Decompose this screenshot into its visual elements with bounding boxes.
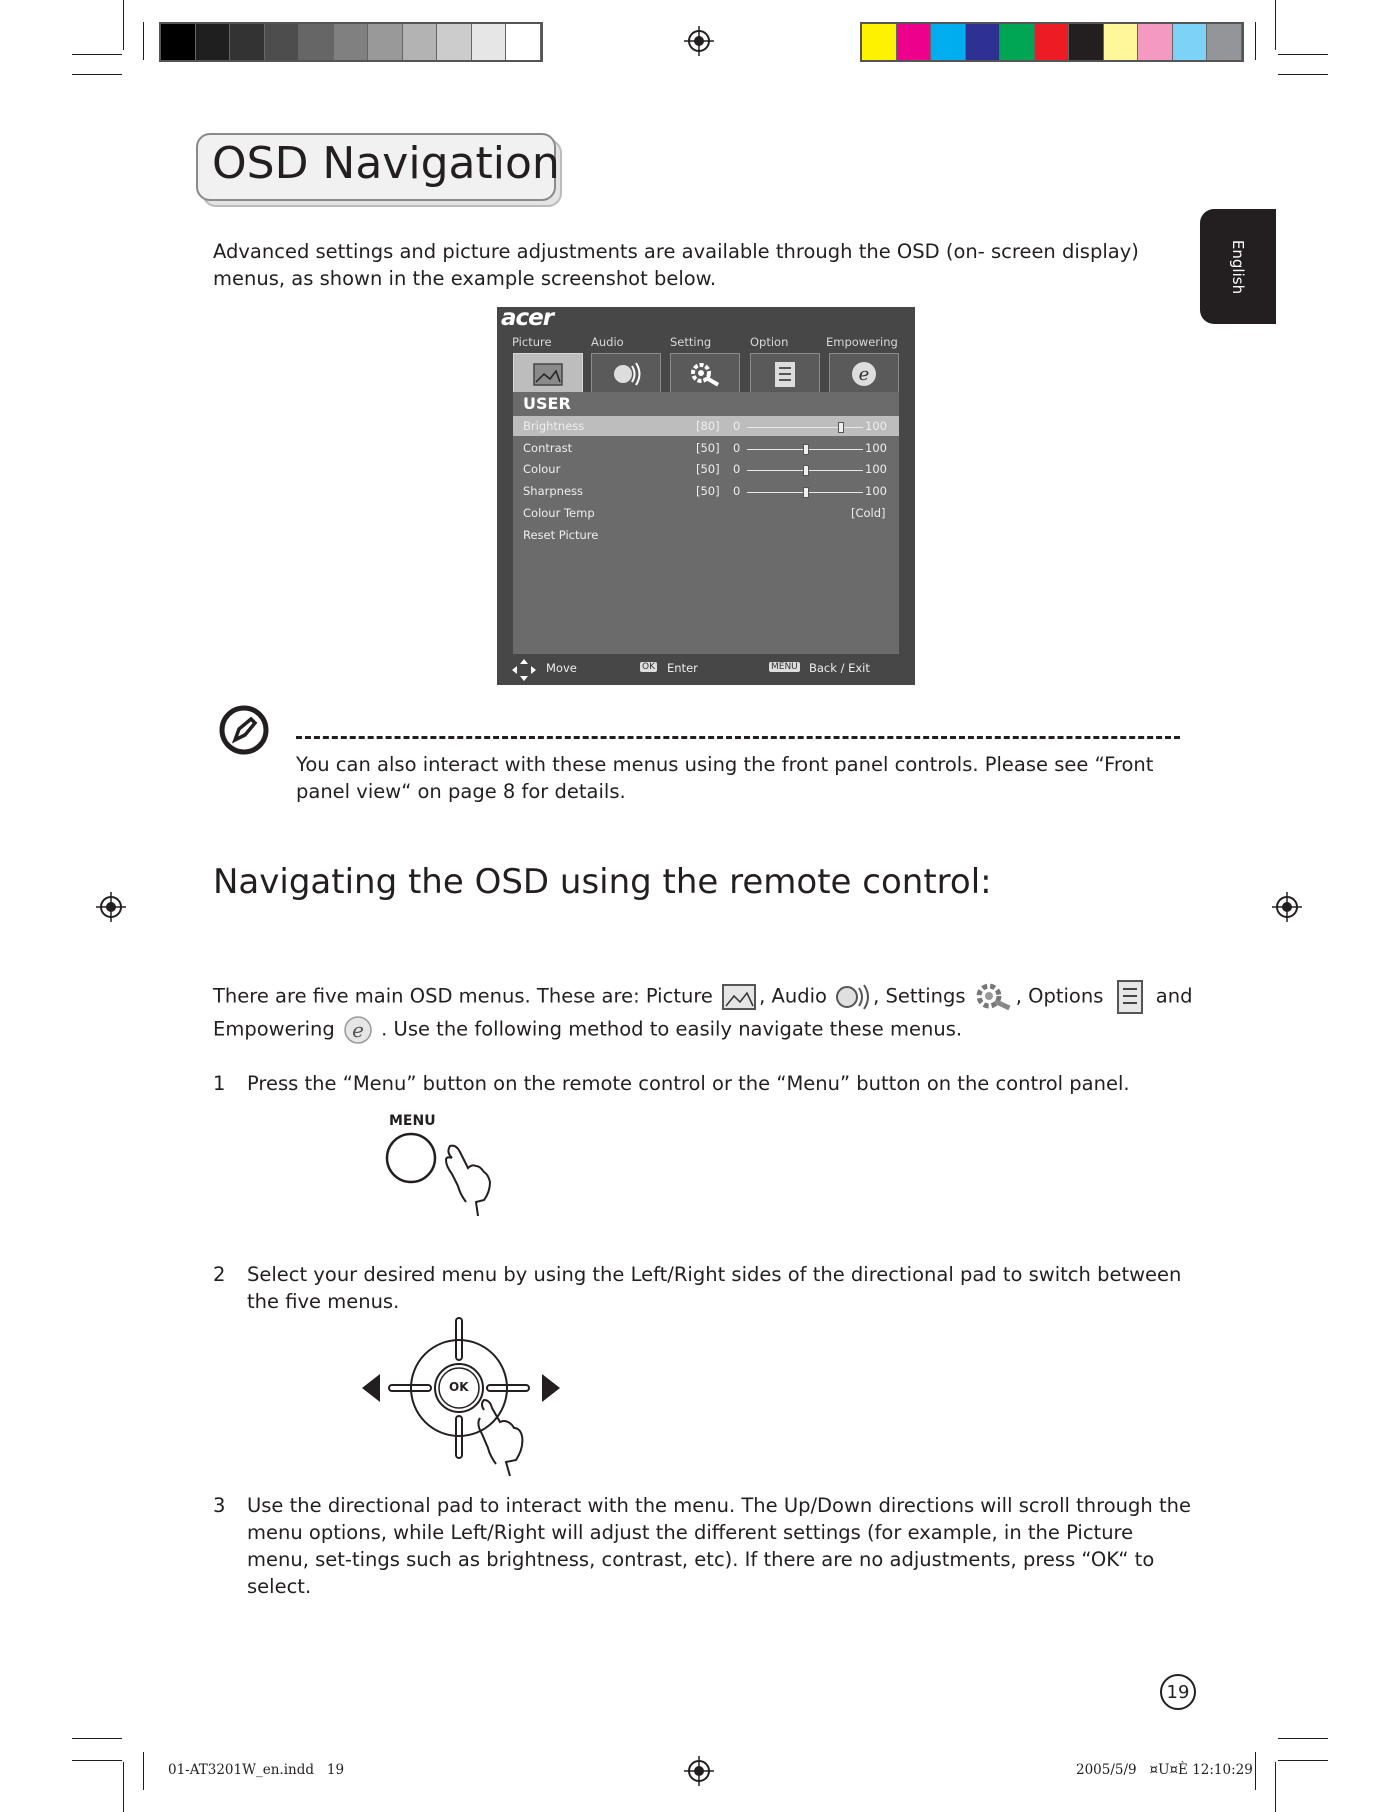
osd-slider-thumb[interactable]	[803, 465, 809, 476]
svg-text:e: e	[858, 364, 870, 385]
intro-paragraph: Advanced settings and picture adjustments are available through the OSD (on- screen display) menus, as shown in the example screenshot below.	[213, 240, 1139, 290]
osd-slider-min: 0	[733, 440, 741, 455]
osd-tab-label: Picture	[512, 335, 552, 349]
note-divider	[296, 736, 1180, 739]
gear-icon	[671, 354, 739, 394]
options-list-icon	[1110, 979, 1150, 1015]
osd-slider-min: 0	[733, 419, 741, 433]
menus-text: , Options	[1015, 984, 1104, 1008]
note-text: You can also interact with these menus using the front panel controls. Please see “Front panel view“ on page 8 for details.	[296, 753, 1154, 803]
osd-slider-track[interactable]	[747, 427, 863, 428]
directional-pad-illustration	[356, 1316, 566, 1482]
osd-footer-move: Move	[546, 661, 577, 675]
osd-slider-min: 0	[733, 462, 741, 477]
gray-swatch	[368, 24, 403, 60]
gray-swatch	[299, 24, 334, 60]
color-swatch	[931, 24, 966, 60]
registration-mark-icon	[1272, 892, 1302, 922]
menus-text: and	[1155, 984, 1193, 1008]
audio-icon	[592, 354, 660, 394]
color-swatch	[1000, 24, 1035, 60]
gray-swatch	[506, 24, 541, 60]
osd-footer-enter: Enter	[667, 661, 698, 675]
osd-tab-audio[interactable]	[591, 353, 661, 395]
menu-button-label: MENU	[389, 1113, 436, 1129]
osd-row-label[interactable]: Brightness	[523, 419, 585, 433]
osd-tab-option[interactable]	[750, 353, 820, 395]
osd-tab-empowering[interactable]	[829, 353, 899, 395]
osd-slider-thumb[interactable]	[803, 487, 809, 498]
gray-swatch	[196, 24, 231, 60]
osd-ok-key: OK	[642, 662, 655, 672]
audio-icon	[833, 981, 873, 1013]
menus-text: . Use the following method to easily navigate these menus.	[381, 1017, 963, 1041]
color-swatch	[1069, 24, 1104, 60]
osd-menu-heading: USER	[523, 394, 571, 413]
osd-row-label[interactable]: Reset Picture	[523, 527, 599, 542]
color-swatch	[1035, 24, 1070, 60]
picture-icon	[719, 981, 759, 1013]
picture-icon	[514, 354, 582, 394]
grayscale-color-bar	[159, 22, 543, 62]
cmyk-color-bar	[860, 22, 1244, 62]
osd-menu-key: MENU	[771, 662, 798, 672]
empowering-e-icon	[341, 1015, 375, 1045]
move-arrows-icon	[511, 658, 537, 682]
osd-footer-back: Back / Exit	[809, 661, 870, 675]
menus-text: There are five main OSD menus. These are: Picture	[213, 984, 713, 1008]
osd-tab-label: Empowering	[826, 335, 898, 349]
gray-swatch	[161, 24, 196, 60]
osd-slider-max: 100	[865, 419, 887, 433]
color-swatch	[966, 24, 1001, 60]
osd-row-value: [50]	[696, 440, 720, 455]
color-swatch	[862, 24, 897, 60]
step-number: 3	[213, 1494, 226, 1517]
osd-slider-min: 0	[733, 484, 741, 499]
gear-icon	[972, 981, 1016, 1013]
footer-timestamp: 2005/5/9 ¤U¤È 12:10:29	[1076, 1762, 1253, 1778]
gray-swatch	[403, 24, 438, 60]
osd-row-label[interactable]: Colour Temp	[523, 505, 595, 520]
step-number: 1	[213, 1072, 226, 1095]
osd-tab-picture[interactable]	[513, 353, 583, 395]
osd-tab-setting[interactable]	[670, 353, 740, 395]
menus-paragraph	[213, 979, 1213, 1045]
svg-text:e: e	[352, 1018, 364, 1042]
menus-text: , Audio	[759, 984, 827, 1008]
color-swatch	[897, 24, 932, 60]
note-icon	[218, 704, 270, 756]
menu-button-illustration	[380, 1128, 510, 1220]
options-list-icon	[751, 354, 819, 394]
osd-slider-max: 100	[865, 484, 887, 499]
gray-swatch	[230, 24, 265, 60]
osd-row-value: [80]	[696, 419, 720, 433]
osd-slider-max: 100	[865, 462, 887, 477]
color-swatch	[1104, 24, 1139, 60]
gray-swatch	[472, 24, 507, 60]
section-heading: Navigating the OSD using the remote control:	[213, 862, 992, 902]
osd-tab-label: Setting	[670, 335, 712, 349]
osd-brand-logo: acer	[501, 305, 554, 331]
osd-slider-max: 100	[865, 440, 887, 455]
gray-swatch	[334, 24, 369, 60]
step-text: Select your desired menu by using the Left/Right sides of the directional pad to switch between the five menus.	[247, 1263, 1182, 1313]
color-swatch	[1138, 24, 1173, 60]
registration-mark-icon	[684, 1756, 714, 1786]
step-text: Use the directional pad to interact with the menu. The Up/Down directions will scroll through the menu options, while Left/Right will adjust the different settings (for example, in the Picture menu, set-tings such as brightness, contrast, etc). If there are no adjustments, press “OK“ to select.	[247, 1494, 1191, 1598]
menus-text: , Settings	[873, 984, 966, 1008]
ok-button-label: OK	[449, 1380, 469, 1394]
empowering-e-icon	[830, 354, 898, 394]
page-number: 19	[1160, 1674, 1196, 1710]
menus-text: Empowering	[213, 1017, 335, 1041]
language-tab-label: English	[1228, 239, 1247, 294]
osd-tab-label: Option	[750, 335, 789, 349]
osd-row-value: [50]	[696, 484, 720, 499]
footer-file-name: 01-AT3201W_en.indd 19	[168, 1762, 345, 1778]
gray-swatch	[265, 24, 300, 60]
registration-mark-icon	[684, 26, 714, 56]
color-swatch	[1207, 24, 1242, 60]
osd-row-label[interactable]: Sharpness	[523, 484, 584, 499]
step-text: Press the “Menu” button on the remote control or the “Menu” button on the control panel.	[247, 1072, 1130, 1095]
osd-row-value: [50]	[696, 462, 720, 477]
osd-row-value: [Cold]	[851, 505, 886, 520]
page-title: OSD Navigation	[212, 138, 560, 189]
gray-swatch	[437, 24, 472, 60]
osd-row-label[interactable]: Contrast	[523, 440, 573, 455]
registration-mark-icon	[96, 892, 126, 922]
osd-slider-thumb[interactable]	[838, 422, 844, 433]
step-number: 2	[213, 1263, 226, 1286]
osd-slider-thumb[interactable]	[803, 444, 809, 455]
osd-tab-label: Audio	[591, 335, 624, 349]
color-swatch	[1173, 24, 1208, 60]
osd-row-label[interactable]: Colour	[523, 462, 561, 477]
